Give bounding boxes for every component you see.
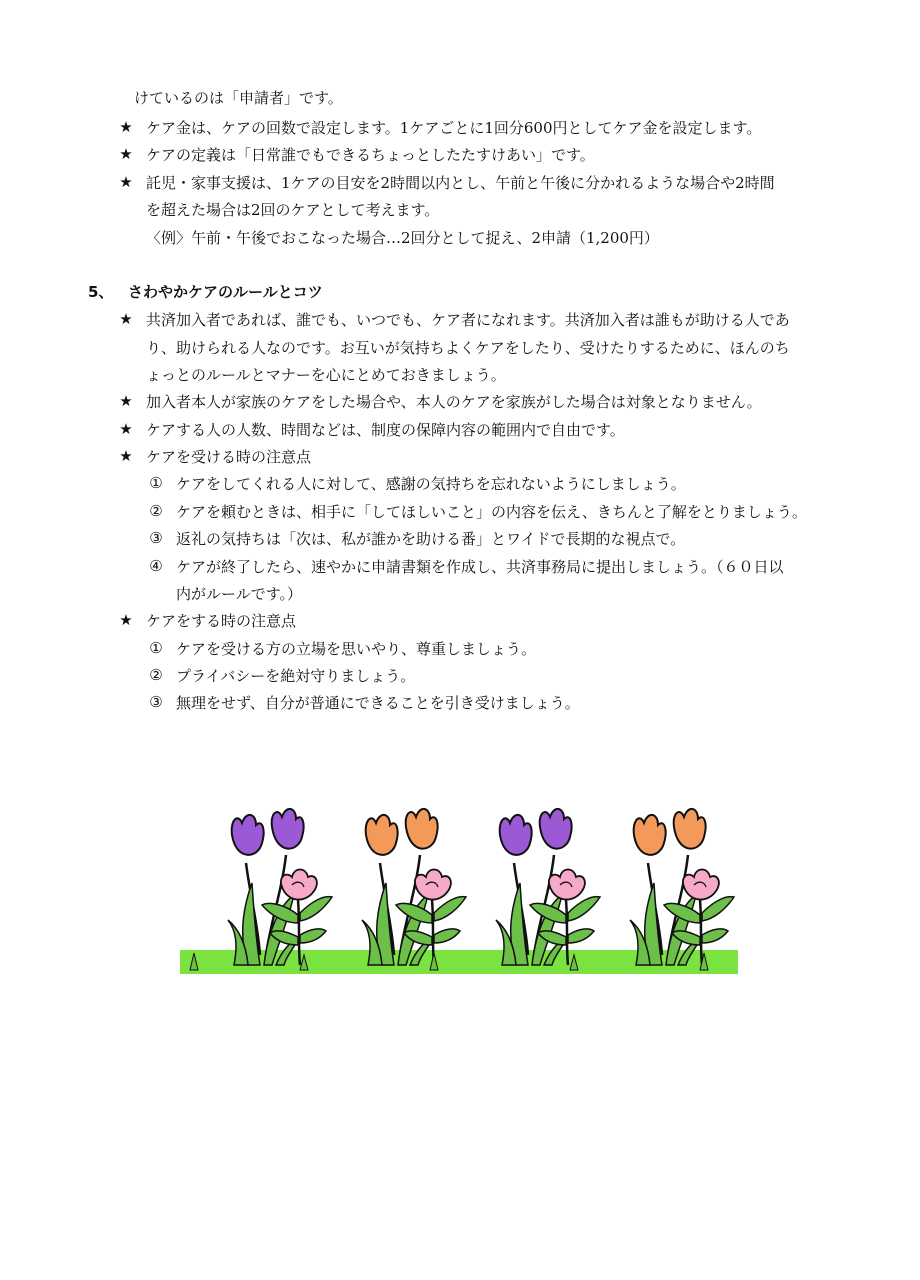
list-item: ケアを頼むときは、相手に「してほしいこと」の内容を伝え、きちんと了解をとりましょう。 (176, 503, 807, 521)
section-number: 5、 (88, 283, 114, 301)
bullet-care-definition: ケアの定義は「日常誰でもできるちょっとしたたすけあい」です。 (146, 146, 595, 164)
bullet-anyone-line3: ょっとのルールとマナーを心にとめておきましょう。 (146, 366, 506, 384)
section-title: さわやかケアのルールとコツ (128, 283, 323, 301)
star-bullet-icon: ★ (119, 173, 133, 191)
star-bullet-icon: ★ (119, 310, 133, 328)
bullet-anyone-line2: り、助けられる人なのです。お互いが気持ちよくケアをしたり、受けたりするために、ほんのち (146, 339, 790, 357)
list-marker: ③ (149, 529, 163, 547)
list-item: ケアをしてくれる人に対して、感謝の気持ちを忘れないようにしましょう。 (176, 475, 686, 493)
list-item: ケアが終了したら、速やかに申請書類を作成し、共済事務局に提出しましょう。（６０日以 (176, 558, 784, 576)
bullet-anyone-line1: 共済加入者であれば、誰でも、いつでも、ケア者になれます。共済加入者は誰もが助ける人であ (146, 311, 790, 329)
list-item: 返礼の気持ちは「次は、私が誰かを助ける番」とワイドで長期的な視点で。 (176, 530, 686, 548)
tulip-border-illustration (180, 805, 740, 980)
bullet-childcare-line1: 託児・家事支援は、1ケアの目安を2時間以内とし、午前と午後に分かれるような場合や2時間 (146, 174, 775, 192)
star-bullet-icon: ★ (119, 420, 133, 438)
list-item: プライバシーを絶対守りましょう。 (176, 667, 416, 685)
list-marker: ④ (149, 557, 163, 575)
list-marker: ② (149, 666, 163, 684)
list-marker: ① (149, 639, 163, 657)
list-marker: ③ (149, 693, 163, 711)
list-item-continuation: 内がルールです。） (176, 585, 303, 603)
star-bullet-icon: ★ (119, 447, 133, 465)
bullet-childcare-line2: を超えた場合は2回のケアとして考えます。 (146, 201, 440, 219)
list-marker: ② (149, 502, 163, 520)
list-marker: ① (149, 474, 163, 492)
example-text: 〈例〉午前・午後でおこなった場合…2回分として捉え、2申請（1,200円） (146, 229, 659, 247)
star-bullet-icon: ★ (119, 145, 133, 163)
list-item: ケアを受ける方の立場を思いやり、尊重しましょう。 (176, 640, 537, 658)
bullet-care-fee: ケア金は、ケアの回数で設定します。1ケアごとに1回分600円としてケア金を設定します。 (146, 119, 762, 137)
bullet-giving-heading: ケアをする時の注意点 (146, 612, 297, 630)
bullet-family-care: 加入者本人が家族のケアをした場合や、本人のケアを家族がした場合は対象となりません。 (146, 393, 762, 411)
star-bullet-icon: ★ (119, 611, 133, 629)
star-bullet-icon: ★ (119, 118, 133, 136)
star-bullet-icon: ★ (119, 392, 133, 410)
continuation-text: けているのは「申請者」です。 (134, 89, 343, 107)
bullet-people-time: ケアする人の人数、時間などは、制度の保障内容の範囲内で自由です。 (146, 421, 625, 439)
bullet-receiving-heading: ケアを受ける時の注意点 (146, 448, 312, 466)
list-item: 無理をせず、自分が普通にできることを引き受けましょう。 (176, 694, 580, 712)
